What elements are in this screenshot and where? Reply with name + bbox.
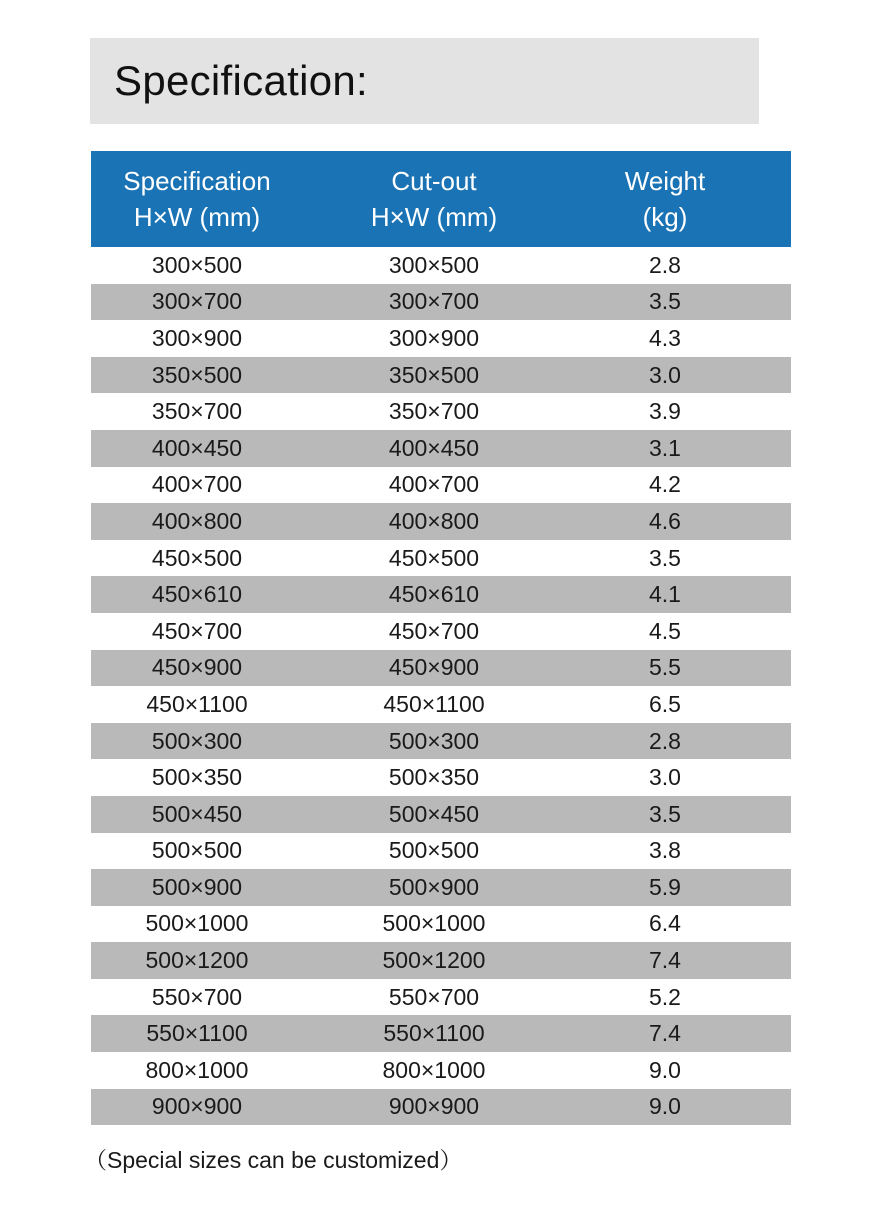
header-specification-line2: H×W (mm) bbox=[133, 202, 261, 232]
cell-cutout: 400×800 bbox=[303, 503, 565, 540]
cell-cutout: 800×1000 bbox=[382, 1056, 486, 1083]
header-specification bbox=[91, 151, 303, 247]
cell-spacer bbox=[765, 613, 791, 650]
cell-cutout: 300×900 bbox=[388, 324, 480, 351]
header-cutout bbox=[303, 151, 565, 247]
header-specification-line1: Specification bbox=[123, 166, 271, 196]
header-cutout-line1: Cut-out bbox=[391, 166, 477, 196]
cell-cutout: 400×450 bbox=[303, 430, 565, 467]
cell-cutout: 900×900 bbox=[303, 1089, 565, 1126]
cell-specification: 450×1100 bbox=[146, 690, 248, 717]
cell-weight: 3.1 bbox=[565, 430, 765, 467]
cell-cutout: 500×900 bbox=[303, 869, 565, 906]
cell-weight: 3.0 bbox=[565, 357, 765, 394]
cell-specification: 350×700 bbox=[151, 398, 243, 425]
cell-specification: 900×900 bbox=[91, 1089, 303, 1126]
table-row bbox=[91, 833, 791, 870]
cell-spacer bbox=[765, 1052, 791, 1089]
cell-spacer bbox=[765, 650, 791, 687]
cell-weight: 3.5 bbox=[565, 284, 765, 321]
cell-specification: 450×610 bbox=[91, 576, 303, 613]
cell-spacer bbox=[765, 430, 791, 467]
cell-cutout: 550×1100 bbox=[303, 1015, 565, 1052]
cell-cutout: 450×1100 bbox=[383, 690, 485, 717]
cell-cutout: 500×1200 bbox=[303, 942, 565, 979]
cell-spacer bbox=[765, 686, 791, 723]
cell-specification: 500×300 bbox=[91, 723, 303, 760]
cell-specification: 450×500 bbox=[151, 544, 243, 571]
cell-specification: 350×500 bbox=[91, 357, 303, 394]
cell-spacer bbox=[765, 357, 791, 394]
page-title: Specification: bbox=[114, 57, 369, 104]
table-row bbox=[91, 503, 791, 540]
cell-weight: 6.5 bbox=[649, 690, 681, 717]
cell-specification: 300×900 bbox=[151, 324, 243, 351]
table-body bbox=[91, 247, 791, 1125]
cell-specification: 500×350 bbox=[151, 764, 243, 791]
cell-cutout: 500×450 bbox=[303, 796, 565, 833]
cell-specification: 300×700 bbox=[91, 284, 303, 321]
table-row bbox=[91, 247, 791, 284]
table-row bbox=[91, 942, 791, 979]
cell-weight: 2.8 bbox=[649, 251, 681, 278]
table-row bbox=[91, 759, 791, 796]
cell-specification: 400×700 bbox=[151, 471, 243, 498]
cell-weight: 3.8 bbox=[649, 837, 681, 864]
cell-weight: 5.2 bbox=[649, 983, 681, 1010]
cell-cutout: 450×500 bbox=[388, 544, 480, 571]
cell-weight: 3.9 bbox=[649, 398, 681, 425]
table-row bbox=[91, 1052, 791, 1089]
cell-spacer bbox=[765, 1089, 791, 1126]
table-row bbox=[91, 686, 791, 723]
header-spacer bbox=[765, 151, 791, 247]
table-row bbox=[91, 869, 791, 906]
table-row bbox=[91, 393, 791, 430]
cell-cutout: 300×700 bbox=[303, 284, 565, 321]
table-row bbox=[91, 796, 791, 833]
cell-weight: 4.5 bbox=[649, 617, 681, 644]
table-row bbox=[91, 1015, 791, 1052]
cell-spacer bbox=[765, 540, 791, 577]
cell-cutout: 450×900 bbox=[303, 650, 565, 687]
customization-note: （Special sizes can be customized） bbox=[84, 1147, 463, 1173]
cell-specification: 450×700 bbox=[151, 617, 243, 644]
cell-spacer bbox=[765, 906, 791, 943]
cell-spacer bbox=[765, 467, 791, 504]
cell-specification: 550×700 bbox=[151, 983, 243, 1010]
table-row bbox=[91, 540, 791, 577]
header-weight bbox=[565, 151, 765, 247]
cell-specification: 300×500 bbox=[151, 251, 243, 278]
cell-spacer bbox=[765, 979, 791, 1016]
cell-spacer bbox=[765, 723, 791, 760]
cell-specification: 500×500 bbox=[151, 837, 243, 864]
cell-weight: 7.4 bbox=[565, 942, 765, 979]
cell-specification: 500×1200 bbox=[91, 942, 303, 979]
cell-spacer bbox=[765, 759, 791, 796]
cell-weight: 4.6 bbox=[565, 503, 765, 540]
cell-weight: 9.0 bbox=[649, 1056, 681, 1083]
table-row bbox=[91, 430, 791, 467]
cell-spacer bbox=[765, 833, 791, 870]
cell-cutout: 500×350 bbox=[388, 764, 480, 791]
cell-spacer bbox=[765, 247, 791, 284]
table-row bbox=[91, 284, 791, 321]
cell-cutout: 500×1000 bbox=[382, 910, 486, 937]
cell-spacer bbox=[765, 869, 791, 906]
cell-weight: 4.1 bbox=[565, 576, 765, 613]
cell-specification: 400×450 bbox=[91, 430, 303, 467]
cell-cutout: 450×610 bbox=[303, 576, 565, 613]
cell-weight: 9.0 bbox=[565, 1089, 765, 1126]
cell-cutout: 350×700 bbox=[388, 398, 480, 425]
cell-weight: 4.3 bbox=[649, 324, 681, 351]
header-weight-line1: Weight bbox=[624, 166, 706, 196]
cell-weight: 3.0 bbox=[649, 764, 681, 791]
cell-spacer bbox=[765, 320, 791, 357]
table-row bbox=[91, 357, 791, 394]
specification-table bbox=[91, 151, 791, 1125]
header-row bbox=[91, 151, 791, 247]
cell-specification: 500×900 bbox=[91, 869, 303, 906]
table-row bbox=[91, 1089, 791, 1126]
cell-spacer bbox=[765, 942, 791, 979]
cell-specification: 450×900 bbox=[91, 650, 303, 687]
cell-weight: 5.5 bbox=[565, 650, 765, 687]
cell-weight: 3.5 bbox=[649, 544, 681, 571]
table-row bbox=[91, 467, 791, 504]
table-row bbox=[91, 576, 791, 613]
cell-weight: 6.4 bbox=[649, 910, 681, 937]
cell-cutout: 500×500 bbox=[388, 837, 480, 864]
cell-specification: 500×1000 bbox=[145, 910, 249, 937]
table-header bbox=[91, 151, 791, 247]
cell-specification: 400×800 bbox=[91, 503, 303, 540]
cell-weight: 3.5 bbox=[565, 796, 765, 833]
cell-weight: 5.9 bbox=[565, 869, 765, 906]
cell-cutout: 450×700 bbox=[388, 617, 480, 644]
table-row bbox=[91, 613, 791, 650]
cell-weight: 4.2 bbox=[649, 471, 681, 498]
header-weight-line2: (kg) bbox=[642, 202, 688, 232]
cell-spacer bbox=[765, 576, 791, 613]
cell-cutout: 300×500 bbox=[388, 251, 480, 278]
cell-weight: 7.4 bbox=[565, 1015, 765, 1052]
cell-spacer bbox=[765, 796, 791, 833]
cell-specification: 800×1000 bbox=[145, 1056, 249, 1083]
cell-cutout: 550×700 bbox=[388, 983, 480, 1010]
cell-spacer bbox=[765, 503, 791, 540]
cell-spacer bbox=[765, 1015, 791, 1052]
table-row bbox=[91, 906, 791, 943]
table-row bbox=[91, 723, 791, 760]
table-row bbox=[91, 320, 791, 357]
header-cutout-line2: H×W (mm) bbox=[370, 202, 498, 232]
cell-spacer bbox=[765, 393, 791, 430]
cell-specification: 550×1100 bbox=[91, 1015, 303, 1052]
cell-spacer bbox=[765, 284, 791, 321]
cell-cutout: 350×500 bbox=[303, 357, 565, 394]
title-bar bbox=[90, 38, 759, 124]
cell-cutout: 500×300 bbox=[303, 723, 565, 760]
cell-weight: 2.8 bbox=[565, 723, 765, 760]
cell-cutout: 400×700 bbox=[388, 471, 480, 498]
table-row bbox=[91, 650, 791, 687]
table-row bbox=[91, 979, 791, 1016]
cell-specification: 500×450 bbox=[91, 796, 303, 833]
